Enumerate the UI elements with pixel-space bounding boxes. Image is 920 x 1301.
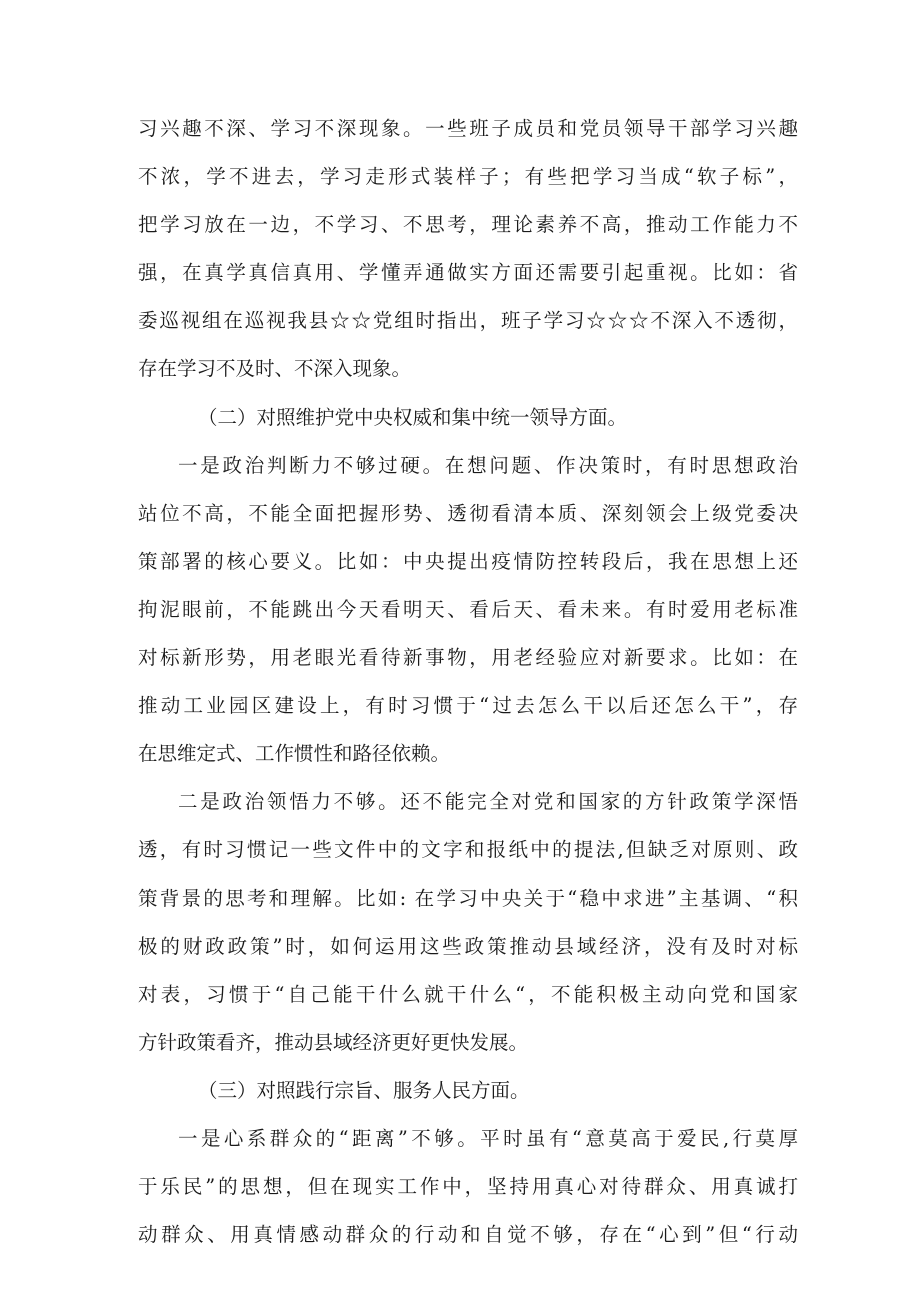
text-line: 动群众、用真情感动群众的行动和自觉不够，存在“心到”但“行动 [138,1223,798,1247]
paragraph-study-issues [138,105,798,394]
text-line: 二是政治领悟力不够。还不能完全对党和国家的方针政策学深悟 [178,790,798,814]
text-line: 在思维定式、工作惯性和路径依赖。 [138,742,451,766]
heading-text: （三）对照践行宗旨、服务人民方面。 [198,1078,530,1102]
section-heading-two [138,394,798,442]
text-line: 策背景的思考和理解。比如: 在学习中央关于“稳中求进”主基调、“积 [138,886,798,910]
text-line: 把学习放在一边，不学习、不思考，理论素养不高，推动工作能力不 [138,213,798,237]
text-line: 透，有时习惯记一些文件中的文字和报纸中的提法,但缺乏对原则、政 [138,838,798,862]
text-line: 存在学习不及时、不深入现象。 [138,357,412,381]
text-line: 策部署的核心要义。比如：中央提出疫情防控转段后，我在思想上还 [138,549,798,573]
paragraph-political-understanding [138,778,798,1067]
text-line: 拘泥眼前，不能跳出今天看明天、看后天、看未来。有时爱用老标准 [138,597,798,621]
text-line: 推动工业园区建设上，有时习惯于“过去怎么干以后还怎么干”，存 [138,694,798,718]
text-line: 一是心系群众的“距离”不够。平时虽有“意莫高于爱民,行莫厚 [178,1126,798,1150]
text-line: 强，在真学真信真用、学懂弄通做实方面还需要引起重视。比如：省 [138,261,798,285]
heading-text: （二）对照维护党中央权威和集中统一领导方面。 [198,405,628,429]
text-line: 一是政治判断力不够过硬。在想问题、作决策时，有时思想政治 [178,453,798,477]
text-line: 对标新形势，用老眼光看待新事物，用老经验应对新要求。比如：在 [138,646,798,670]
paragraph-serving-people [138,1115,798,1259]
text-line: 不浓，学不进去，学习走形式装样子；有些把学习当成“软子标”， [138,165,798,189]
text-line: 站位不高，不能全面把握形势、透彻看清本质、深刻领会上级党委决 [138,501,798,525]
text-line: 方针政策看齐，推动县域经济更好更快发展。 [138,1030,529,1054]
text-line: 习兴趣不深、学习不深现象。一些班子成员和党员领导干部学习兴趣 [138,117,798,140]
text-line: 委巡视组在巡视我县☆☆党组时指出，班子学习☆☆☆不深入不透彻， [138,309,798,333]
text-line: 于乐民”的思想，但在现实工作中，坚持用真心对待群众、用真诚打 [138,1175,798,1199]
section-heading-three [138,1067,798,1115]
text-line: 极的财政政策”时，如何运用这些政策推动县域经济，没有及时对标 [138,934,798,958]
document-body [138,105,798,1259]
paragraph-political-judgment [138,442,798,779]
text-line: 对表，习惯于“自己能干什么就干什么“，不能积极主动向党和国家 [138,982,798,1006]
